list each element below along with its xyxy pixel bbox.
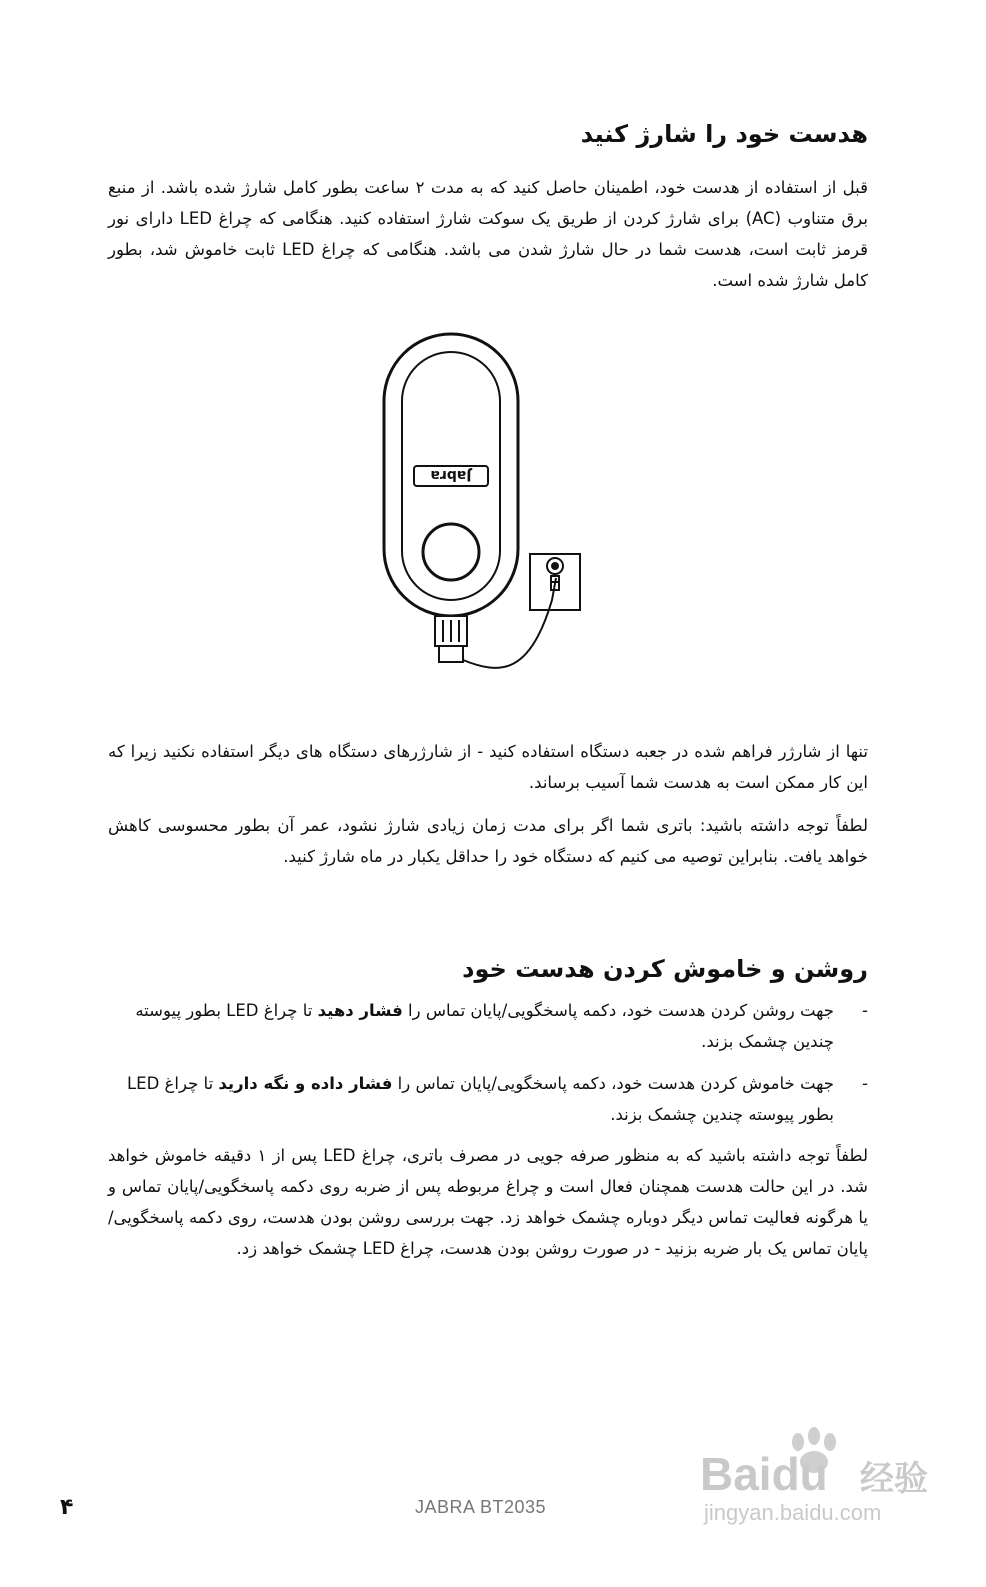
device-logo: Jabra	[430, 467, 472, 483]
bullet-dash: -	[862, 1001, 868, 1020]
headset-drawing	[384, 334, 556, 668]
section-title-charge: هدست خود را شارژ کنید	[580, 120, 868, 148]
watermark-brand: Baidu	[700, 1448, 828, 1500]
watermark-brand-cn: 经验	[860, 1460, 928, 1498]
emphasis-press: فشار دهید	[317, 1001, 403, 1020]
wall-outlet-icon	[530, 554, 580, 610]
product-footer: JABRA BT2035	[415, 1497, 547, 1517]
watermark-url: jingyan.baidu.com	[704, 1500, 882, 1525]
baidu-watermark	[690, 1420, 940, 1530]
section-title-power: روشن و خاموش کردن هدست خود	[462, 955, 868, 983]
battery-note: لطفاً توجه داشته باشید: باتری شما اگر برای مدت زمان زیادی شارژ نشود، عمر آن بطور محسوسی کاهش خواهد یافت. بنابراین توصیه می کنیم که دستگاه خود را حداقل یکبار در ماه شارژ کنید.	[108, 816, 868, 866]
charging-illustration	[380, 330, 610, 680]
charger-warning: تنها از شارژر فراهم شده در جعبه دستگاه استفاده کنید - از شارژرهای دستگاه های دیگر استفاده نکنید زیرا که این کار ممکن است به هدست شما آسیب برساند.	[108, 742, 868, 792]
emphasis-press-hold: فشار داده و نگه دارید	[218, 1074, 393, 1093]
charge-instructions: قبل از استفاده از هدست خود، اطمینان حاصل کنید که به مدت ۲ ساعت بطور کامل شارژ شده باشد. از منبع برق متناوب (AC) برای شارژ کردن از طریق یک سوکت شارژ استفاده کنید. هنگامی که چراغ LED دارای نور قرمز ثابت است، هدست شما در حال شارژ شدن می باشد. هنگامی که چراغ LED ثابت خاموش شد، بطور کامل شارژ شده است.	[108, 178, 868, 290]
bullet-dash: -	[862, 1074, 868, 1093]
power-on-instruction: - جهت روشن کردن هدست خود، دکمه پاسخگویی/پایان تماس را فشار دهید تا چراغ LED بطور پیوسته چندین چشمک بزند.	[108, 995, 868, 1057]
power-off-instruction: - جهت خاموش کردن هدست خود، دکمه پاسخگویی/پایان تماس را فشار داده و نگه دارید تا چراغ LED بطور پیوسته چندین چشمک بزند.	[108, 1068, 868, 1130]
page-number: ۴	[60, 1495, 74, 1520]
led-timeout-note: لطفاً توجه داشته باشید که به منظور صرفه جویی در مصرف باتری، چراغ LED پس از ۱ دقیقه خاموش خواهد شد. در این حالت هدست همچنان فعال است و چراغ مربوطه پس از ضربه روی دکمه پاسخگویی/پایان تماس و یا هرگونه فعالیت تماس دیگر دوباره چشمک خواهد زد. جهت بررسی روشن بودن هدست، روی دکمه پاسخگویی/پایان تماس یک بار ضربه بزنید - در صورت روشن بودن هدست، چراغ LED چشمک خواهد زد.	[108, 1146, 868, 1258]
